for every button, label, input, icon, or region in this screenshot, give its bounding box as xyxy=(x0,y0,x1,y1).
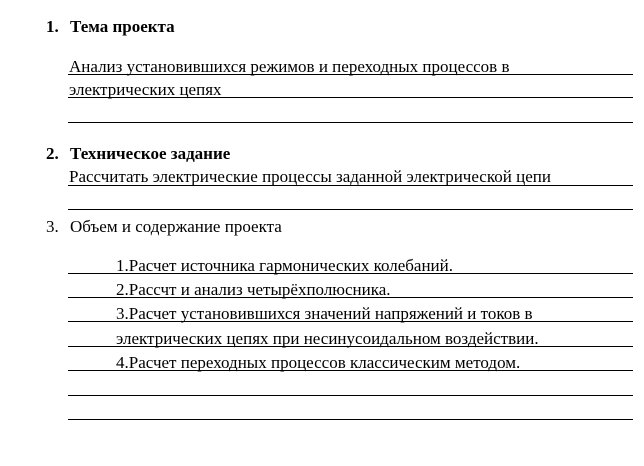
underline xyxy=(68,122,633,123)
underline xyxy=(68,419,633,420)
underline xyxy=(68,74,633,75)
section-3-line-4: электрических цепях при несинусоидальном воздействии. xyxy=(116,329,539,348)
underline xyxy=(68,209,633,210)
section-3-title: Объем и содержание проекта xyxy=(70,217,282,236)
section-1-heading xyxy=(46,17,175,37)
section-1-title: Тема проекта xyxy=(70,17,175,36)
underline xyxy=(68,273,633,274)
section-2-number: 2. xyxy=(46,144,59,163)
section-3-number: 3. xyxy=(46,217,59,236)
section-2-title: Техническое задание xyxy=(70,144,231,163)
section-3-line-3: 3.Расчет установившихся значений напряжений и токов в xyxy=(116,304,533,323)
section-2-heading xyxy=(46,144,230,164)
section-3-heading xyxy=(46,217,282,237)
underline xyxy=(68,395,633,396)
underline xyxy=(68,370,633,371)
underline xyxy=(68,297,633,298)
section-3-line-1: 1.Расчет источника гармонических колебаний. xyxy=(116,256,454,275)
section-1-number: 1. xyxy=(46,17,59,36)
section-1-line-2: электрических цепях xyxy=(69,80,222,99)
section-2-line-1: Рассчитать электрические процессы заданной электрической цепи xyxy=(69,167,551,186)
section-3-line-5: 4.Расчет переходных процессов классическим методом. xyxy=(116,353,521,372)
underline xyxy=(68,185,633,186)
underline xyxy=(68,346,633,347)
section-1-line-1: Анализ установившихся режимов и переходных процессов в xyxy=(69,57,510,76)
underline xyxy=(68,97,633,98)
section-3-line-2: 2.Рассчт и анализ четырёхполюсника. xyxy=(116,280,391,299)
underline xyxy=(68,321,633,322)
